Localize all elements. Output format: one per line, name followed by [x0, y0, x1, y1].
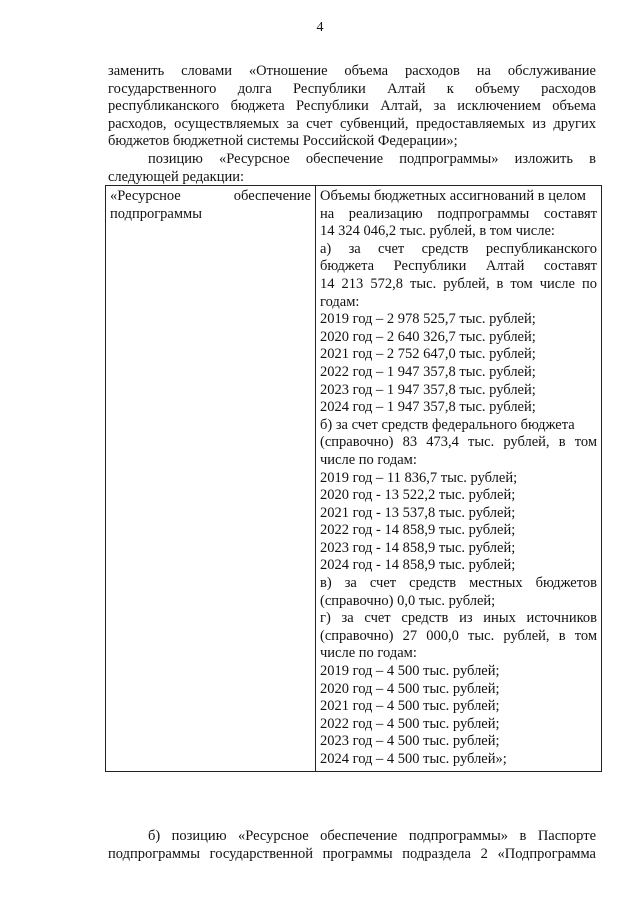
content-line: в) за счет средств местных бюджетов	[320, 575, 597, 592]
closing-line: подпрограммы государственной программы подраздела 2 «Подпрограмма	[108, 845, 596, 862]
content-line: годам:	[320, 293, 360, 310]
content-line: числе по годам:	[320, 451, 417, 468]
content-line: 2022 год – 4 500 тыс. рублей;	[320, 715, 500, 732]
content-line: 2024 год - 14 858,9 тыс. рублей;	[320, 557, 516, 574]
content-line: числе по годам:	[320, 645, 417, 662]
intro-line: республиканского бюджета Республики Алтай, за исключением объема	[108, 98, 596, 115]
content-line: (справочно) 0,0 тыс. рублей;	[320, 592, 496, 609]
content-line: Объемы бюджетных ассигнований в целом	[320, 188, 586, 204]
intro-line: заменить словами «Отношение объема расходов на обслуживание	[108, 63, 596, 79]
closing-paragraph	[108, 828, 596, 863]
intro-line: расходов, осуществляемых за счет субвенций, предоставляемых из других	[108, 115, 596, 132]
label-line: «Ресурсное обеспечение	[110, 188, 311, 204]
content-line: 2024 год – 1 947 357,8 тыс. рублей;	[320, 399, 536, 416]
content-line: 2020 год - 13 522,2 тыс. рублей;	[320, 487, 516, 504]
table-cell-label	[106, 186, 316, 772]
content-line: 14 213 572,8 тыс. рублей, в том числе по	[320, 275, 597, 292]
content-line: бюджета Республики Алтай составят	[320, 258, 597, 275]
content-line: (справочно) 27 000,0 тыс. рублей, в том	[320, 627, 597, 644]
position-paragraph	[108, 151, 596, 186]
intro-line: государственного долга Республики Алтай к объему расходов	[108, 80, 596, 97]
content-line: 2024 год – 4 500 тыс. рублей»;	[320, 751, 507, 767]
content-line: 2021 год – 4 500 тыс. рублей;	[320, 698, 500, 715]
page-number: 4	[316, 20, 324, 35]
content-line: 2019 год – 11 836,7 тыс. рублей;	[320, 469, 518, 486]
content-line: 2023 год - 14 858,9 тыс. рублей;	[320, 539, 516, 556]
content-line: 2019 год – 4 500 тыс. рублей;	[320, 663, 500, 680]
content-line: 2021 год – 2 752 647,0 тыс. рублей;	[320, 346, 536, 363]
content-line: 2020 год – 2 640 326,7 тыс. рублей;	[320, 328, 536, 345]
resource-table	[105, 185, 602, 772]
label-line: подпрограммы	[110, 205, 202, 222]
content-line: 2023 год – 4 500 тыс. рублей;	[320, 733, 500, 750]
content-line: г) за счет средств из иных источников	[320, 610, 597, 627]
content-line: 2022 год - 14 858,9 тыс. рублей;	[320, 522, 516, 539]
content-line: 2020 год – 4 500 тыс. рублей;	[320, 680, 500, 697]
content-line: (справочно) 83 473,4 тыс. рублей, в том	[320, 434, 597, 451]
content-line: б) за счет средств федерального бюджета	[320, 416, 575, 433]
content-line: 2019 год – 2 978 525,7 тыс. рублей;	[320, 311, 536, 328]
closing-line: б) позицию «Ресурсное обеспечение подпрограммы» в Паспорте	[148, 828, 596, 844]
position-line: позицию «Ресурсное обеспечение подпрограммы» изложить в	[148, 151, 596, 167]
intro-paragraph	[108, 63, 596, 151]
content-line: 2022 год – 1 947 357,8 тыс. рублей;	[320, 363, 536, 380]
content-line: а) за счет средств республиканского	[320, 240, 597, 257]
table-row	[106, 186, 602, 772]
position-line: следующей редакции:	[108, 168, 245, 185]
content-line: на реализацию подпрограммы составят	[320, 205, 597, 222]
content-line: 2021 год - 13 537,8 тыс. рублей;	[320, 504, 516, 521]
table-cell-content	[316, 186, 602, 772]
content-line: 14 324 046,2 тыс. рублей, в том числе:	[320, 223, 555, 240]
content-line: 2023 год – 1 947 357,8 тыс. рублей;	[320, 381, 536, 398]
intro-line: бюджетов бюджетной системы Российской Федерации»;	[108, 133, 458, 150]
